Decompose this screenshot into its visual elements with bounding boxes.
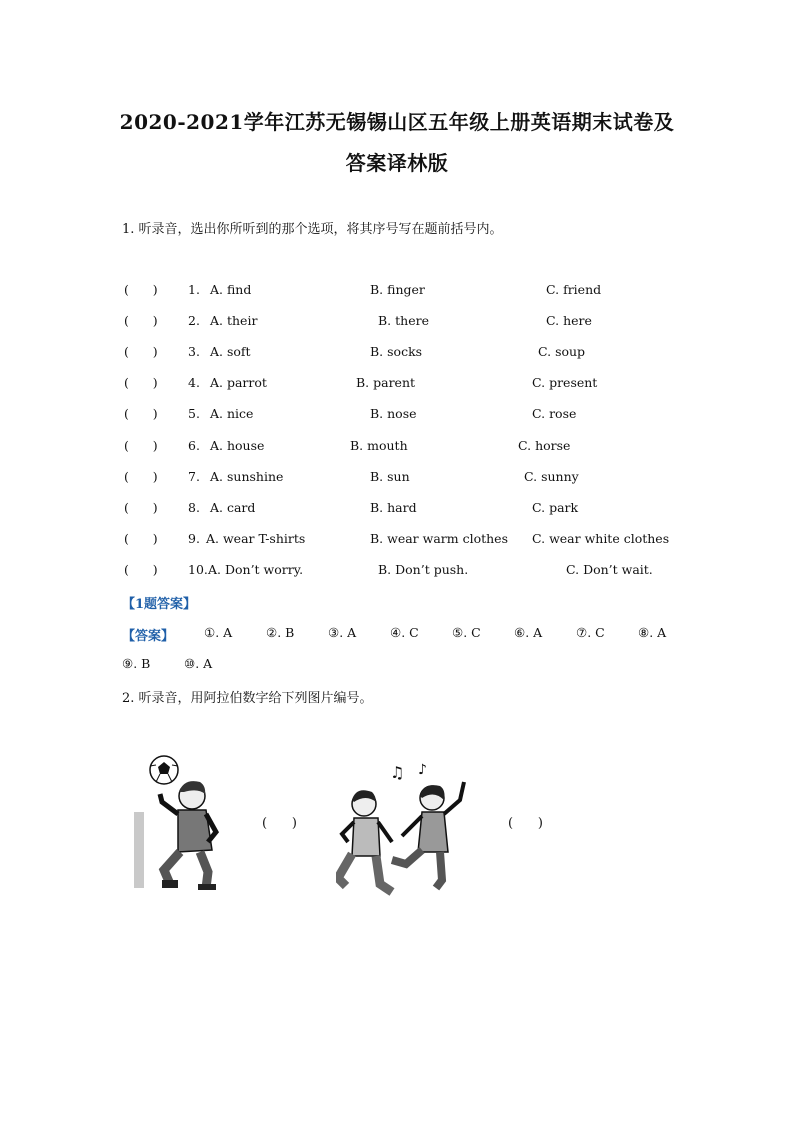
- option-a: A. parrot: [210, 375, 267, 390]
- option-c: C. soup: [538, 344, 586, 359]
- answer-bracket[interactable]: ( ): [124, 562, 158, 577]
- q1-row-2: [122, 313, 682, 333]
- option-b: B. finger: [370, 282, 425, 297]
- answer-item: ⑨. B: [122, 656, 151, 671]
- music-note-icon: ♫: [390, 763, 405, 782]
- option-a: A. their: [210, 313, 258, 328]
- answer-item: ④. C: [390, 625, 419, 640]
- answer-item: ①. A: [204, 625, 233, 640]
- option-a: A. sunshine: [210, 469, 284, 484]
- q1-row-3: [122, 344, 682, 364]
- answer-item: ⑥. A: [514, 625, 543, 640]
- picture-2-answer-bracket[interactable]: ( ): [508, 816, 543, 831]
- boy-football-illustration: [134, 752, 226, 892]
- q2-instruction: 2. 听录音，用阿拉伯数字给下列图片编号。: [122, 691, 373, 706]
- answer-line-2: [122, 656, 682, 676]
- option-a: A. house: [210, 438, 265, 453]
- q1-row-9: [122, 531, 682, 551]
- item-number: 7.: [188, 469, 200, 484]
- option-a: A. nice: [210, 406, 254, 421]
- option-c: C. Don’t wait.: [566, 562, 653, 577]
- option-b: B. socks: [370, 344, 423, 359]
- option-a: A. Don’t worry.: [208, 562, 304, 577]
- q1-row-4: [122, 375, 682, 395]
- q1-row-10: [122, 562, 682, 582]
- option-a: A. card: [210, 500, 256, 515]
- answer-bracket[interactable]: ( ): [124, 531, 158, 546]
- answer-section-header: 【1题答案】: [122, 597, 197, 612]
- option-a: A. wear T-shirts: [206, 531, 306, 546]
- option-b: B. nose: [370, 406, 417, 421]
- answer-bracket[interactable]: ( ): [124, 469, 158, 484]
- answer-item: ⑩. A: [184, 656, 213, 671]
- q1-row-8: [122, 500, 682, 520]
- item-number: 3.: [188, 344, 200, 359]
- answer-item: ③. A: [328, 625, 357, 640]
- item-number: 8.: [188, 500, 200, 515]
- option-b: B. hard: [370, 500, 417, 515]
- option-c: C. friend: [546, 282, 602, 297]
- option-b: B. wear warm clothes: [370, 531, 508, 546]
- answer-label: 【答案】: [122, 629, 175, 644]
- option-c: C. sunny: [524, 469, 579, 484]
- answer-bracket[interactable]: ( ): [124, 344, 158, 359]
- q1-instruction: 1. 听录音，选出你所听到的那个选项，将其序号写在题前括号内。: [122, 222, 503, 237]
- children-dancing-picture: [336, 760, 476, 900]
- option-c: C. rose: [532, 406, 577, 421]
- answer-line-1: [122, 625, 682, 645]
- q1-row-7: [122, 469, 682, 489]
- option-a: A. find: [210, 282, 252, 297]
- answer-bracket[interactable]: ( ): [124, 282, 158, 297]
- music-note-icon: ♪: [418, 762, 427, 778]
- item-number: 9.: [188, 531, 200, 546]
- answer-bracket[interactable]: ( ): [124, 438, 158, 453]
- option-b: B. mouth: [350, 438, 408, 453]
- q1-row-6: [122, 438, 682, 458]
- children-dancing-illustration: [336, 760, 476, 900]
- answer-item: ⑦. C: [576, 625, 605, 640]
- answer-item: ⑧. A: [638, 625, 667, 640]
- answer-bracket[interactable]: ( ): [124, 406, 158, 421]
- q1-row-5: [122, 406, 682, 426]
- picture-1-answer-bracket[interactable]: ( ): [262, 816, 297, 831]
- option-c: C. wear white clothes: [532, 531, 670, 546]
- item-number: 1.: [188, 282, 200, 297]
- option-b: B. there: [378, 313, 429, 328]
- option-b: B. sun: [370, 469, 410, 484]
- boy-football-picture: [134, 752, 226, 892]
- option-c: C. horse: [518, 438, 571, 453]
- option-a: A. soft: [210, 344, 251, 359]
- item-number: 6.: [188, 438, 200, 453]
- answer-bracket[interactable]: ( ): [124, 313, 158, 328]
- answer-bracket[interactable]: ( ): [124, 375, 158, 390]
- option-b: B. parent: [356, 375, 416, 390]
- q1-row-1: [122, 282, 682, 302]
- item-number: 2.: [188, 313, 200, 328]
- option-c: C. here: [546, 313, 592, 328]
- item-number: 5.: [188, 406, 200, 421]
- item-number: 10.: [188, 562, 208, 577]
- option-c: C. present: [532, 375, 598, 390]
- answer-item: ⑤. C: [452, 625, 481, 640]
- option-c: C. park: [532, 500, 579, 515]
- doc-title-line2: 答案译林版: [345, 151, 449, 175]
- item-number: 4.: [188, 375, 200, 390]
- doc-title-line1: 2020-2021学年江苏无锡锡山区五年级上册英语期末试卷及: [119, 110, 675, 134]
- option-b: B. Don’t push.: [378, 562, 469, 577]
- answer-bracket[interactable]: ( ): [124, 500, 158, 515]
- answer-item: ②. B: [266, 625, 295, 640]
